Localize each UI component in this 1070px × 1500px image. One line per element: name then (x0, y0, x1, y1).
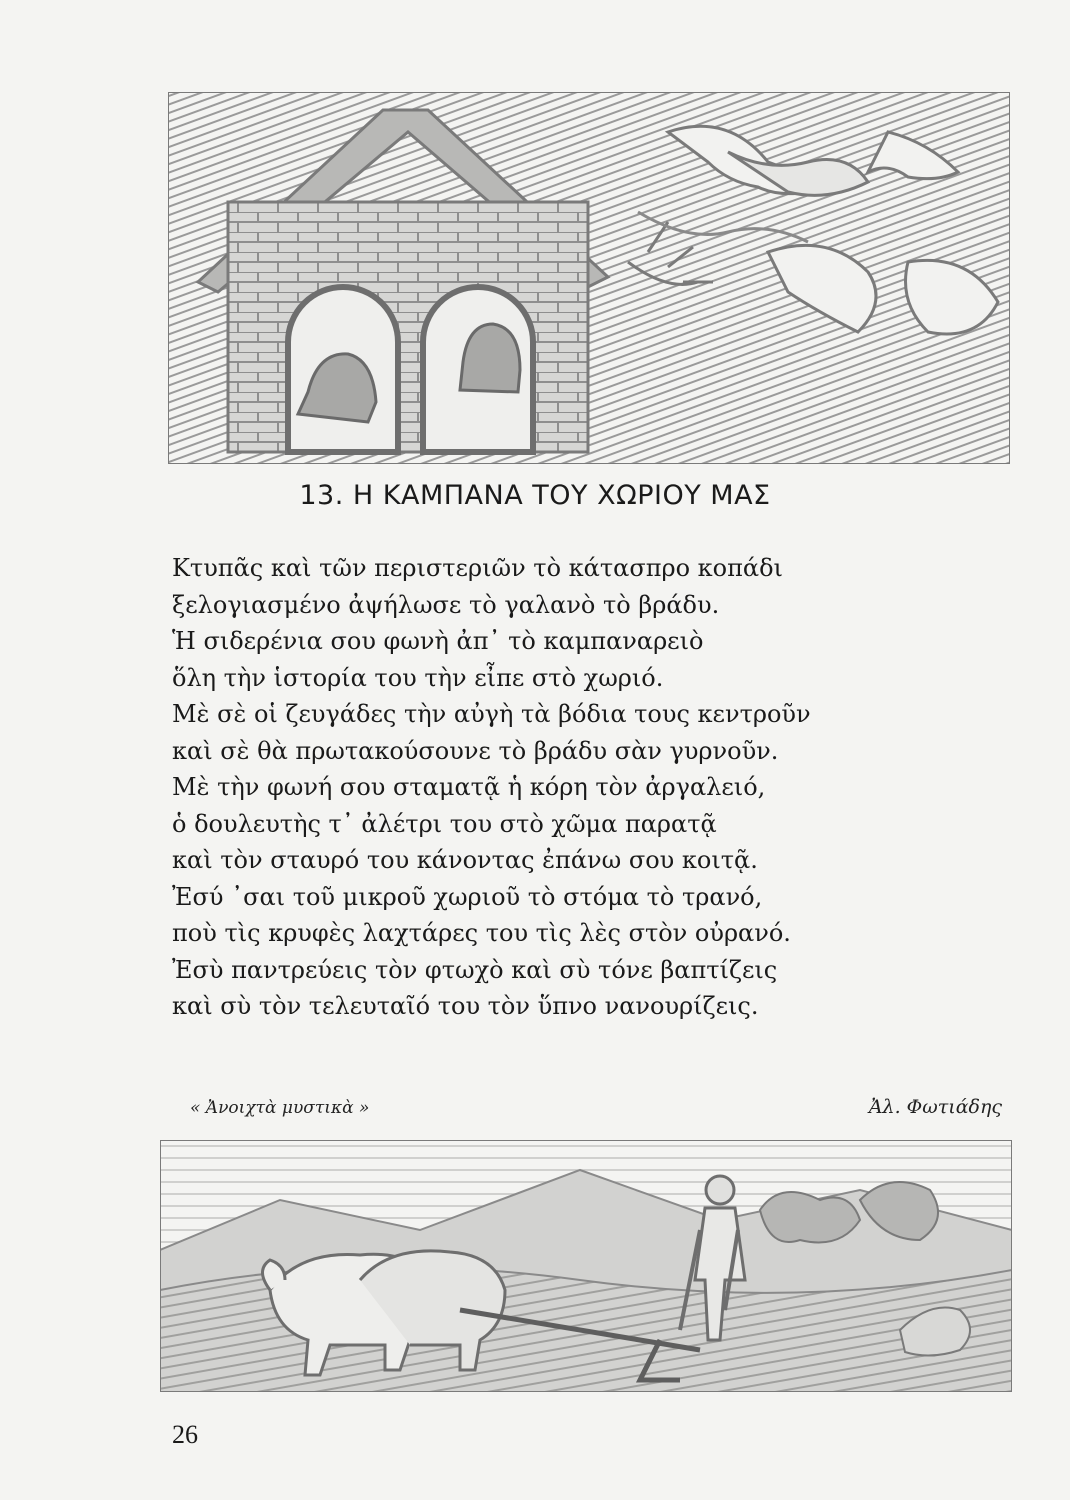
page-number: 26 (172, 1420, 198, 1449)
poem-line: ξελογιασμένο ἀψήλωσε τὸ γαλανὸ τὸ βράδυ. (172, 590, 720, 619)
poem-line: καὶ τὸν σταυρό του κάνοντας ἐπάνω σου κοιτᾷ. (172, 846, 758, 874)
ploughing-engraving (160, 1140, 1012, 1392)
poem-line: Κτυπᾶς καὶ τῶν περιστεριῶν τὸ κάτασπρο κοπάδι (172, 554, 783, 582)
bell-tower-illustration (168, 92, 1010, 464)
poem-source: « Ἀνοιχτὰ μυστικὰ » (190, 1098, 370, 1118)
poem-line: Μὲ σὲ οἱ ζευγάδες τὴν αὐγὴ τὰ βόδια τους κεντροῦν (172, 700, 811, 728)
poem-line: καὶ σὺ τὸν τελευταῖό του τὸν ὕπνο νανουρίζεις. (172, 992, 759, 1020)
poem-body (172, 550, 1032, 1025)
poem-line: Ἡ σιδερένια σου φωνὴ ἀπ᾿ τὸ καμπαναρειὸ (172, 627, 704, 655)
poem-line: Ἐσὺ παντρεύεις τὸν φτωχὸ καὶ σὺ τόνε βαπτίζεις (172, 955, 778, 984)
poem-line: Ἐσύ ᾿σαι τοῦ μικροῦ χωριοῦ τὸ στόμα τὸ τρανό, (172, 882, 763, 911)
poem-author: Ἀλ. Φωτιάδης (868, 1096, 1002, 1118)
poem-line: ποὺ τὶς κρυφὲς λαχτάρες του τὶς λὲς στὸν οὐρανό. (172, 919, 791, 947)
poem-line: καὶ σὲ θὰ πρωτακούσουνε τὸ βράδυ σὰν γυρνοῦν. (172, 736, 779, 765)
ploughing-illustration (160, 1140, 1012, 1392)
poem-line: Μὲ τὴν φωνή σου σταματᾷ ἡ κόρη τὸν ἀργαλειό, (172, 773, 766, 801)
poem-line: ὅλη τὴν ἱστορία του τὴν εἶπε στὸ χωριό. (172, 663, 664, 692)
bell-tower-engraving (168, 92, 1010, 464)
poem-title: 13. Η ΚΑΜΠΑΝΑ ΤΟΥ ΧΩΡΙΟΥ ΜΑΣ (299, 480, 771, 511)
poem-line: ὁ δουλευτὴς τ᾿ ἀλέτρι του στὸ χῶμα παρατᾷ (172, 809, 717, 838)
